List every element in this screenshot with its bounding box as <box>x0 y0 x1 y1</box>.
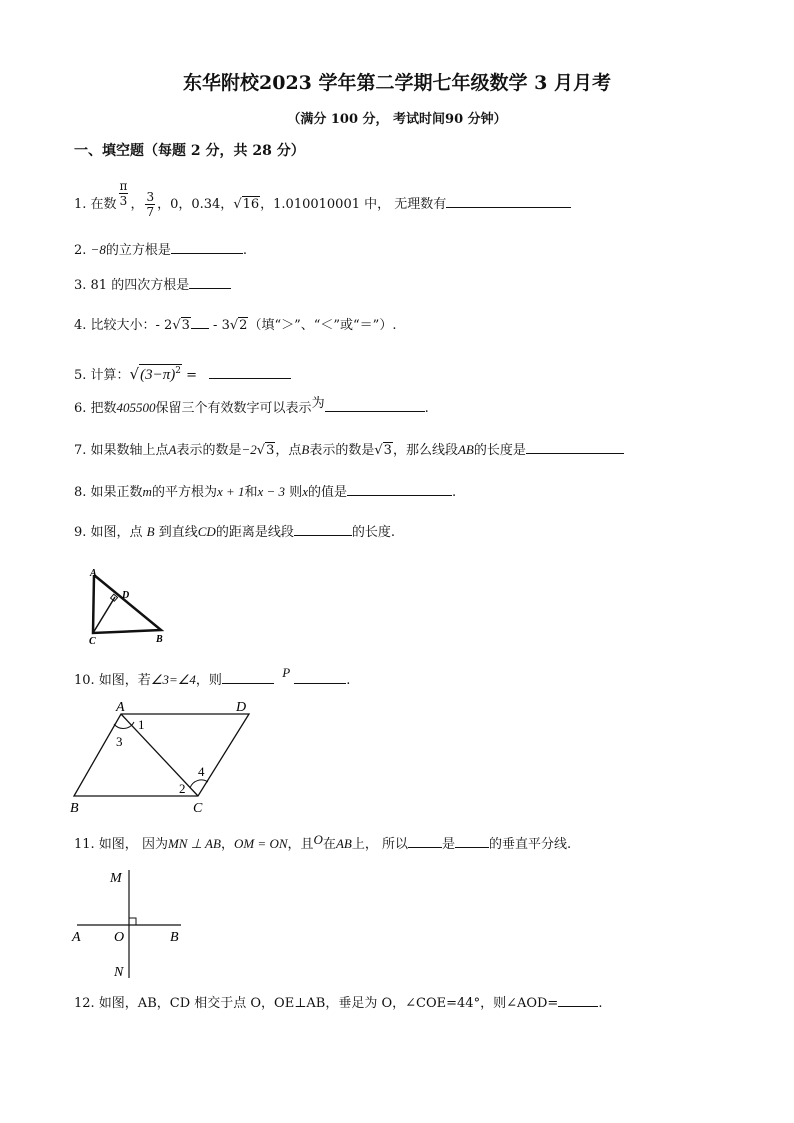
answer-blank-3[interactable] <box>189 275 231 289</box>
question-4: 4. 比较大小：- 2√3 - 3√2（填“＞”、“＜”或“＝”）. <box>74 315 396 335</box>
fig10-angle-3: 3 <box>116 734 123 749</box>
question-7: 7. 如果数轴上点A表示的数是−2√3，点B表示的数是√3，那么线段AB的长度是 <box>74 440 624 460</box>
answer-blank-10b[interactable] <box>294 670 346 684</box>
figure-9-triangle <box>84 565 174 647</box>
answer-blank-11b[interactable] <box>455 834 489 848</box>
fig10-label-D: D <box>236 700 247 715</box>
fig10-angle-2: 2 <box>179 781 186 796</box>
fig10-angle-4: 4 <box>198 764 205 779</box>
fig11-label-N: N <box>114 965 124 980</box>
question-6: 6. 把数405500保留三个有效数字可以表示为 . <box>74 396 429 416</box>
question-11: 11. 如图， 因为MN ⊥ AB，OM = ON，且O在AB上， 所以 是 的垂直平分线. <box>74 832 572 852</box>
question-1: 1. 在数 $\frac{\pi}{3}$ ， $\frac{3}{7}$ ，0，0.34，√16，1.010010001 中， 无理数有 <box>74 190 571 219</box>
figure-11-perpendicular <box>68 864 188 980</box>
question-3: 3. 81 的四次方根是 <box>74 275 231 295</box>
answer-blank-10a[interactable] <box>222 670 274 684</box>
exam-subtitle: （满分 100 分， 考试时间90 分钟） <box>287 112 507 127</box>
answer-blank-7[interactable] <box>526 440 624 454</box>
answer-blank-9[interactable] <box>294 522 352 536</box>
answer-blank-12[interactable] <box>558 993 598 1007</box>
question-9: 9. 如图，点 B 到直线CD的距离是线段 的长度. <box>74 524 395 540</box>
fig9-label-A: A <box>90 568 97 579</box>
question-5: 5. 计算：$√(3-\pi)^2$ = <box>74 362 291 385</box>
fig10-label-A: A <box>116 700 125 715</box>
fig10-label-B: B <box>70 801 79 816</box>
fraction-3-over-7: $\frac{3}{7}$ <box>146 190 155 219</box>
answer-blank-8[interactable] <box>347 482 452 496</box>
exam-title: 东华附校2023 学年第二学期七年级数学 3 月月考 <box>183 72 611 94</box>
fig10-label-C: C <box>193 801 203 816</box>
figure-10-parallelogram <box>66 696 266 818</box>
fig11-label-O: O <box>114 930 125 945</box>
fig11-label-M: M <box>110 871 122 886</box>
question-10: 10. 如图，若∠3=∠4，则 P . <box>74 665 351 688</box>
answer-blank-11a[interactable] <box>408 834 442 848</box>
answer-blank-5[interactable] <box>209 365 291 379</box>
answer-blank-6[interactable] <box>325 398 425 412</box>
fig9-label-B: B <box>156 634 163 645</box>
fig9-label-C: C <box>89 636 96 647</box>
question-12: 12. 如图，AB，CD 相交于点 O，OE⊥AB，垂足为 O，∠COE=44°，则∠AOD= . <box>74 993 602 1013</box>
fraction-pi-over-3: $\frac{\pi}{3}$ <box>119 179 128 208</box>
fig11-label-B: B <box>170 930 179 945</box>
fig11-label-A: A <box>72 930 81 945</box>
question-8: 8. 如果正数m的平方根为x + 1和x − 3 则x的值是 . <box>74 484 457 500</box>
question-2: 2. −8的立方根是 . <box>74 242 247 258</box>
fig9-label-D: D <box>122 590 130 601</box>
answer-blank-1[interactable] <box>446 194 571 208</box>
answer-blank-4[interactable] <box>191 315 209 329</box>
section-heading-fill-in: 一、填空题（每题 2 分，共 28 分） <box>74 143 305 159</box>
fig10-angle-1: 1 <box>138 717 145 732</box>
answer-blank-2[interactable] <box>171 240 243 254</box>
sqrt-16: √16 <box>233 197 260 212</box>
